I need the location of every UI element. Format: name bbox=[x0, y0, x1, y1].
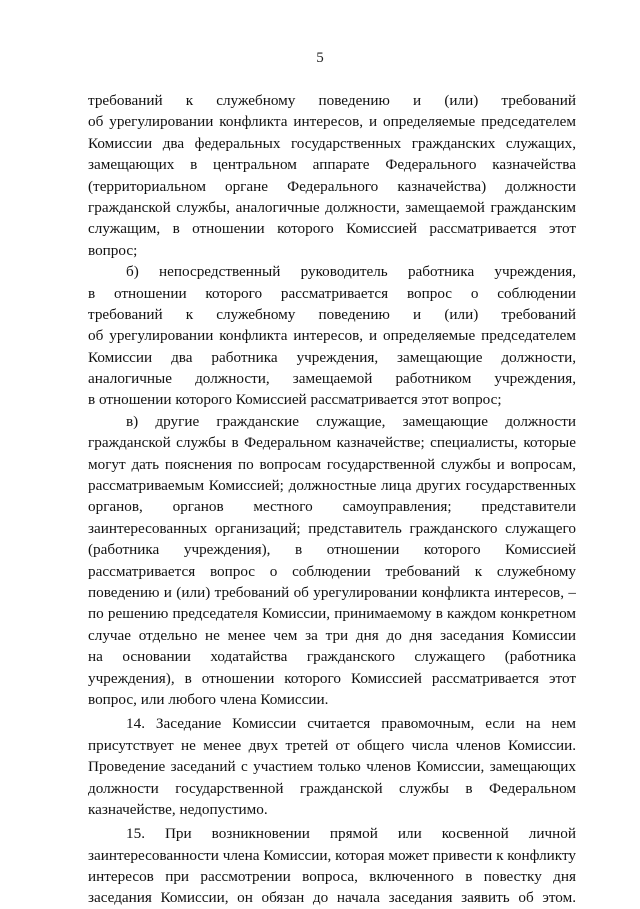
text-line: гражданской службы, аналогичные должности, замещаемой гражданским bbox=[88, 198, 576, 216]
text-line: в) другие гражданские служащие, замещающие должности bbox=[126, 412, 576, 430]
text-line: б) непосредственный руководитель работника учреждения, bbox=[126, 263, 576, 281]
text-line: рассматривается вопрос о соблюдении требований к служебному bbox=[88, 562, 576, 580]
text-line: вопрос, или любого члена Комиссии. bbox=[88, 690, 329, 708]
text-line: могут дать пояснения по вопросам государственной службы и вопросам, bbox=[88, 455, 576, 473]
text-line: учреждения), в отношении которого Комиссией рассматривается этот bbox=[88, 669, 576, 687]
text-line: по решению председателя Комиссии, принимаемому в каждом конкретном bbox=[88, 605, 576, 623]
text-line: органов, органов местного самоуправления; представители bbox=[88, 498, 576, 516]
text-line: аналогичные должности, замещаемой работником учреждения, bbox=[88, 370, 576, 388]
text-line: заседания Комиссии, он обязан до начала заседания заявить об этом. bbox=[88, 889, 576, 907]
text-line: служащим, в отношении которого Комиссией рассматривается этот bbox=[88, 220, 576, 238]
text-line: 15. При возникновении прямой или косвенной личной bbox=[126, 825, 576, 843]
text-line: поведению и (или) требований об урегулировании конфликта интересов, – bbox=[88, 583, 576, 601]
text-line: в отношении которого рассматривается вопрос о соблюдении bbox=[88, 284, 576, 302]
text-line: (работника учреждения), в отношении которого Комиссией bbox=[88, 541, 576, 559]
paragraph-item-v bbox=[88, 411, 576, 710]
paragraph-item-b bbox=[88, 261, 576, 411]
text-line: в отношении которого Комиссией рассматривается этот вопрос; bbox=[88, 391, 502, 409]
text-line: должности государственной гражданской службы в Федеральном bbox=[88, 779, 576, 797]
text-line: (территориальном органе Федерального казначейства) должности bbox=[88, 177, 576, 195]
paragraph-continued bbox=[88, 90, 576, 261]
text-line: требований к служебному поведению и (или) требований bbox=[88, 92, 576, 109]
text-line: интересов при рассмотрении вопроса, включенного в повестку дня bbox=[88, 868, 576, 886]
text-line: казначействе, недопустимо. bbox=[88, 800, 268, 818]
text-line: требований к служебному поведению и (или) требований bbox=[88, 305, 576, 323]
paragraph-item-15 bbox=[88, 823, 576, 909]
text-line: на основании ходатайства гражданского служащего (работника bbox=[88, 648, 576, 666]
text-line: заинтересованности члена Комиссии, которая может привести к конфликту bbox=[88, 846, 576, 864]
document-body bbox=[88, 90, 576, 909]
text-line: Проведение заседаний с участием только членов Комиссии, замещающих bbox=[88, 758, 576, 776]
text-line: Комиссии два федеральных государственных гражданских служащих, bbox=[88, 134, 576, 152]
paragraph-item-14 bbox=[88, 713, 576, 820]
text-line: случае отдельно не менее чем за три дня до дня заседания Комиссии bbox=[88, 626, 576, 644]
text-line: заинтересованных организаций; представитель гражданского служащего bbox=[88, 519, 576, 537]
page-number: 5 bbox=[316, 50, 324, 66]
text-line: Комиссии два работника учреждения, замещающие должности, bbox=[88, 348, 576, 366]
text-line: об урегулировании конфликта интересов, и определяемые председателем bbox=[88, 113, 576, 131]
text-line: замещающих в центральном аппарате Федерального казначейства bbox=[88, 156, 576, 174]
text-line: присутствует не менее двух третей от общего числа членов Комиссии. bbox=[88, 736, 576, 754]
text-line: гражданской службы в Федеральном казначействе; специалисты, которые bbox=[88, 434, 576, 452]
text-line: 14. Заседание Комиссии считается правомочным, если на нем bbox=[126, 715, 576, 733]
text-line: об урегулировании конфликта интересов, и определяемые председателем bbox=[88, 327, 576, 345]
text-line: рассматриваемым Комиссией; должностные лица других государственных bbox=[88, 477, 576, 495]
text-line: вопрос; bbox=[88, 241, 138, 259]
